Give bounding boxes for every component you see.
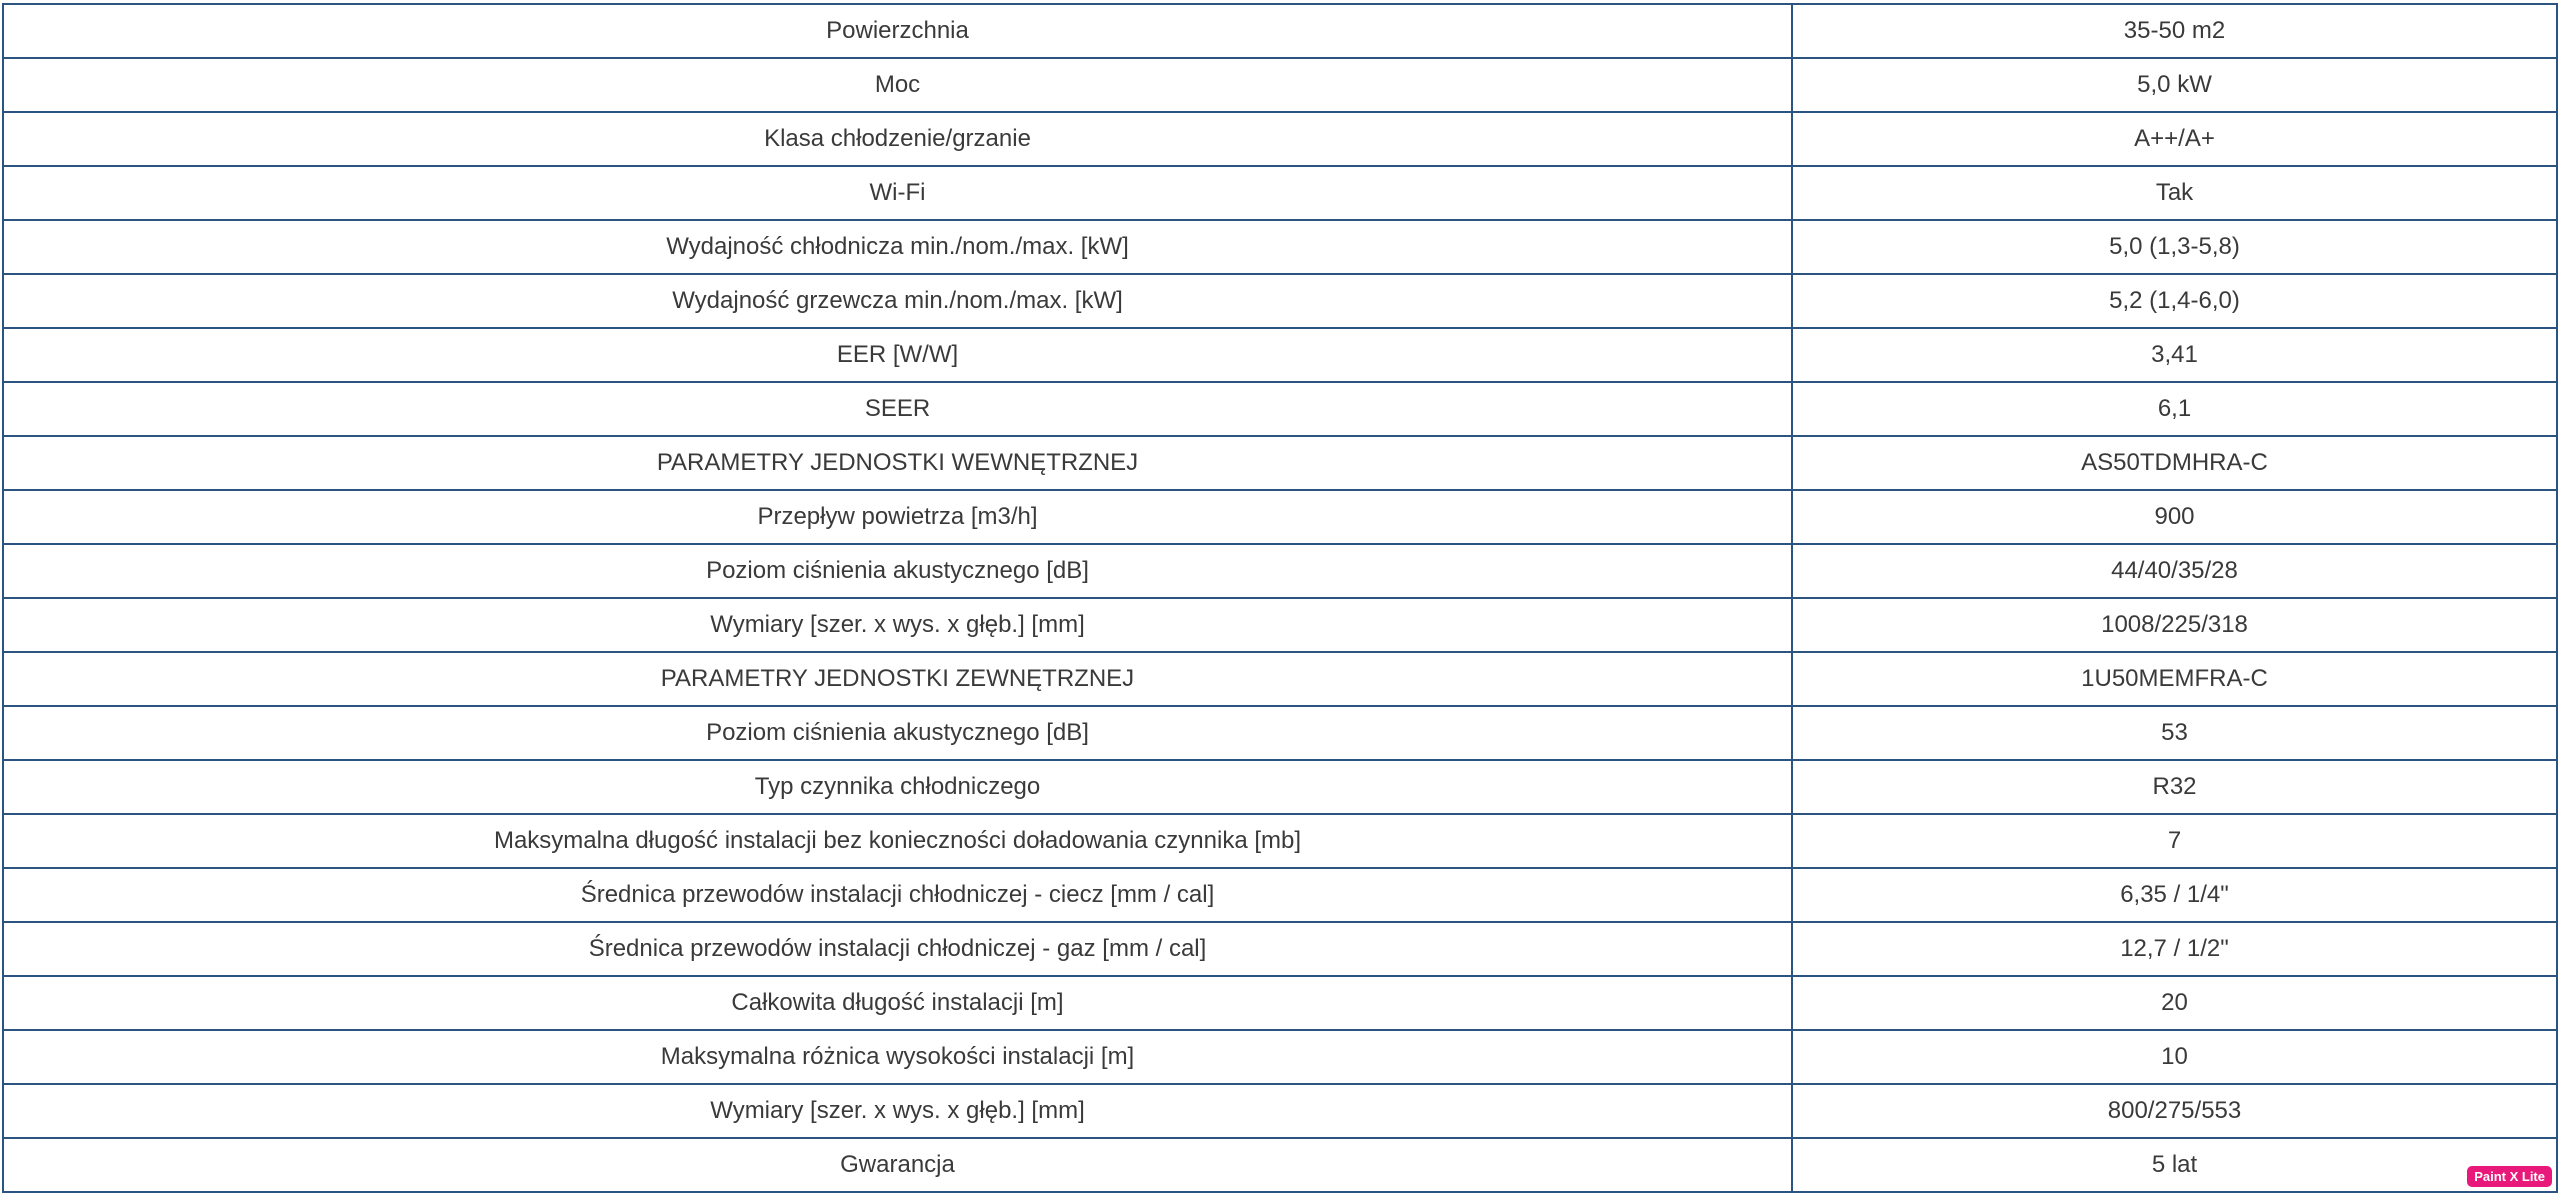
table-row (3, 976, 2557, 1030)
parameter-value: 53 (1792, 706, 2557, 760)
table-row (3, 760, 2557, 814)
parameter-label: Poziom ciśnienia akustycznego [dB] (3, 706, 1792, 760)
table-row (3, 166, 2557, 220)
specification-table-body (3, 4, 2557, 1192)
parameter-value: R32 (1792, 760, 2557, 814)
parameter-value: Tak (1792, 166, 2557, 220)
parameter-value: 7 (1792, 814, 2557, 868)
parameter-value: 5,0 (1,3-5,8) (1792, 220, 2557, 274)
parameter-value: 5,0 kW (1792, 58, 2557, 112)
parameter-label: SEER (3, 382, 1792, 436)
parameter-value: 5,2 (1,4-6,0) (1792, 274, 2557, 328)
parameter-value: 6,1 (1792, 382, 2557, 436)
parameter-value: AS50TDMHRA-C (1792, 436, 2557, 490)
table-row (3, 1084, 2557, 1138)
table-row (3, 220, 2557, 274)
parameter-value: 12,7 / 1/2" (1792, 922, 2557, 976)
parameter-label: Wymiary [szer. x wys. x głęb.] [mm] (3, 1084, 1792, 1138)
parameter-label: Typ czynnika chłodniczego (3, 760, 1792, 814)
parameter-label: Przepływ powietrza [m3/h] (3, 490, 1792, 544)
parameter-value: 10 (1792, 1030, 2557, 1084)
table-row (3, 274, 2557, 328)
parameter-label: Maksymalna długość instalacji bez konieczności doładowania czynnika [mb] (3, 814, 1792, 868)
parameter-value: A++/A+ (1792, 112, 2557, 166)
paint-x-lite-watermark: Paint X Lite (2467, 1166, 2552, 1187)
parameter-value: 20 (1792, 976, 2557, 1030)
parameter-label: Wymiary [szer. x wys. x głęb.] [mm] (3, 598, 1792, 652)
table-row (3, 598, 2557, 652)
parameter-label: PARAMETRY JEDNOSTKI WEWNĘTRZNEJ (3, 436, 1792, 490)
parameter-label: Powierzchnia (3, 4, 1792, 58)
specification-table (2, 3, 2558, 1193)
parameter-value: 800/275/553 (1792, 1084, 2557, 1138)
parameter-label: Wydajność chłodnicza min./nom./max. [kW] (3, 220, 1792, 274)
parameter-label: Poziom ciśnienia akustycznego [dB] (3, 544, 1792, 598)
table-row (3, 652, 2557, 706)
parameter-value: 44/40/35/28 (1792, 544, 2557, 598)
parameter-value: 900 (1792, 490, 2557, 544)
parameter-label: Maksymalna różnica wysokości instalacji [m] (3, 1030, 1792, 1084)
table-row (3, 814, 2557, 868)
parameter-value: 35-50 m2 (1792, 4, 2557, 58)
parameter-label: PARAMETRY JEDNOSTKI ZEWNĘTRZNEJ (3, 652, 1792, 706)
parameter-value: 3,41 (1792, 328, 2557, 382)
parameter-value: 5 lat (1792, 1138, 2557, 1192)
parameter-label: Gwarancja (3, 1138, 1792, 1192)
table-row (3, 490, 2557, 544)
parameter-label: Wi-Fi (3, 166, 1792, 220)
table-row (3, 4, 2557, 58)
table-row (3, 544, 2557, 598)
parameter-label: Wydajność grzewcza min./nom./max. [kW] (3, 274, 1792, 328)
parameter-label: EER [W/W] (3, 328, 1792, 382)
table-row (3, 112, 2557, 166)
table-row (3, 382, 2557, 436)
parameter-label: Średnica przewodów instalacji chłodniczej - gaz [mm / cal] (3, 922, 1792, 976)
parameter-label: Moc (3, 58, 1792, 112)
table-row (3, 1030, 2557, 1084)
table-row (3, 1138, 2557, 1192)
parameter-label: Klasa chłodzenie/grzanie (3, 112, 1792, 166)
parameter-value: 1U50MEMFRA-C (1792, 652, 2557, 706)
table-row (3, 328, 2557, 382)
parameter-value: 6,35 / 1/4" (1792, 868, 2557, 922)
parameter-value: 1008/225/318 (1792, 598, 2557, 652)
table-row (3, 868, 2557, 922)
table-row (3, 706, 2557, 760)
parameter-label: Średnica przewodów instalacji chłodniczej - ciecz [mm / cal] (3, 868, 1792, 922)
table-row (3, 922, 2557, 976)
table-row (3, 58, 2557, 112)
parameter-label: Całkowita długość instalacji [m] (3, 976, 1792, 1030)
table-row (3, 436, 2557, 490)
